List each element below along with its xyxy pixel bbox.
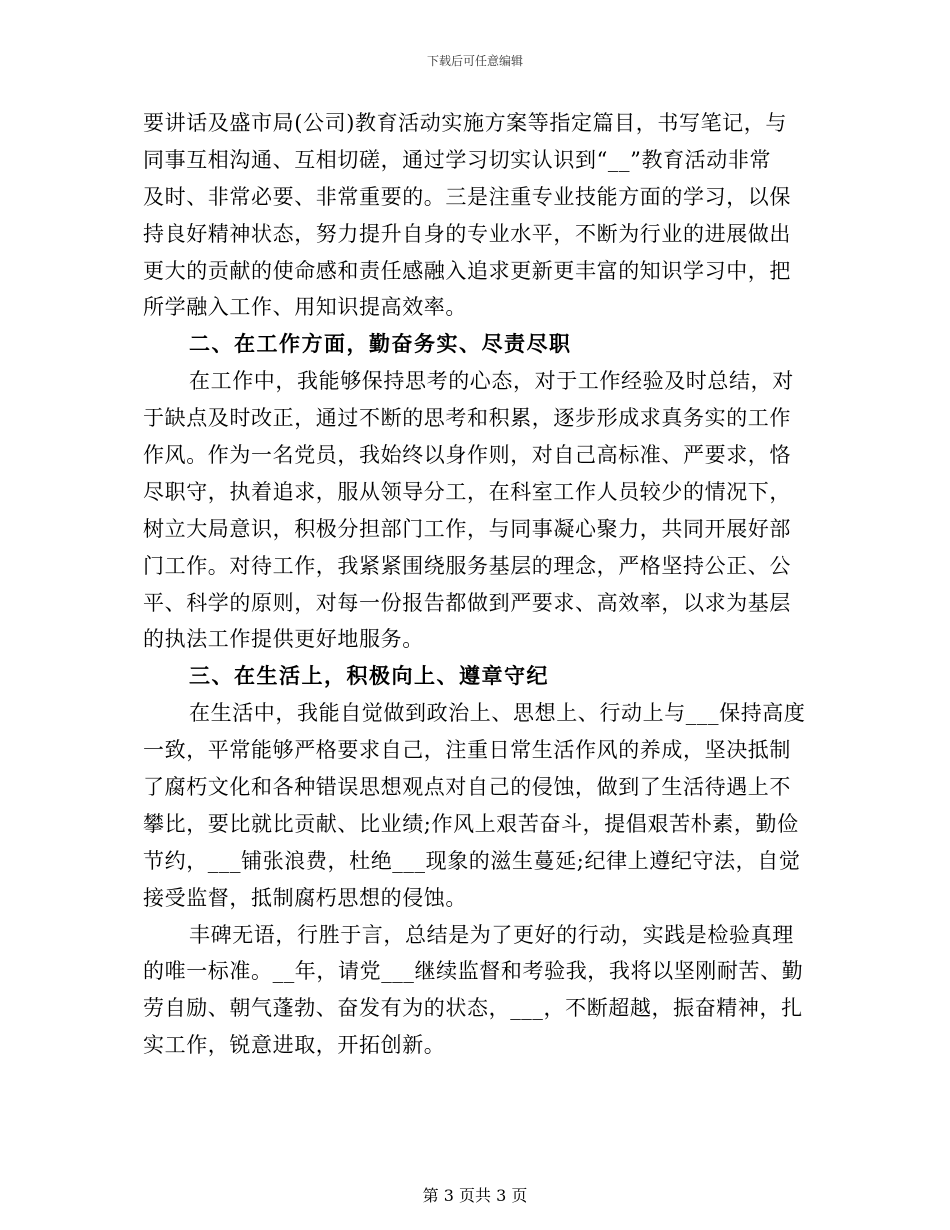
body-line: 一致，平常能够严格要求自己，注重日常生活作风的养成，坚决抵制 xyxy=(143,738,791,763)
body-line: 在生活中，我能自觉做到政治上、思想上、行动上与___保持高度 xyxy=(189,701,806,726)
body-line: 丰碑无语，行胜于言，总结是为了更好的行动，实践是检验真理 xyxy=(189,922,794,947)
body-line: 攀比，要比就比贡献、比业绩;作风上艰苦奋斗，提倡艰苦朴素，勤俭 xyxy=(143,811,799,836)
page-header: 下载后可任意编辑 xyxy=(426,54,523,68)
body-line: 持良好精神状态，努力提升自身的专业水平，不断为行业的进展做出 xyxy=(143,221,791,246)
body-line: 及时、非常必要、非常重要的。三是注重专业技能方面的学习，以保 xyxy=(143,184,791,209)
body-line: 尽职守，执着追求，服从领导分工，在科室工作人员较少的情况下， xyxy=(143,479,791,504)
body-line: 了腐朽文化和各种错误思想观点对自己的侵蚀，做到了生活待遇上不 xyxy=(143,775,791,800)
body-line: 所学融入工作、用知识提高效率。 xyxy=(143,295,467,320)
body-line: 节约，___铺张浪费，杜绝___现象的滋生蔓延;纪律上遵纪守法，自觉 xyxy=(143,848,801,873)
page-footer: 第 3 页共 3 页 xyxy=(422,1186,528,1205)
body-line: 同事互相沟通、互相切磋，通过学习切实认识到“__”教育活动非常 xyxy=(143,147,772,172)
body-line: 门工作。对待工作，我紧紧围绕服务基层的理念，严格坚持公正、公 xyxy=(143,553,791,578)
body-line: 树立大局意识，积极分担部门工作，与同事凝心聚力，共同开展好部 xyxy=(143,516,791,541)
body-line: 平、科学的原则，对每一份报告都做到严要求、高效率，以求为基层 xyxy=(143,590,791,615)
body-line: 劳自励、朝气蓬勃、奋发有为的状态，___，不断超越，振奋精神，扎 xyxy=(143,996,803,1021)
body-line: 要讲话及盛市局(公司)教育活动实施方案等指定篇目，书写笔记，与 xyxy=(143,111,787,135)
body-line: 接受监督，抵制腐朽思想的侵蚀。 xyxy=(143,885,467,910)
body-line: 作风。作为一名党员，我始终以身作则，对自己高标准、严要求，恪 xyxy=(143,443,791,468)
body-line: 的执法工作提供更好地服务。 xyxy=(143,627,424,652)
body-line: 在工作中，我能够保持思考的心态，对于工作经验及时总结，对 xyxy=(189,369,794,394)
document-body xyxy=(143,105,807,1064)
body-line: 于缺点及时改正，通过不断的思考和积累，逐步形成求真务实的工作 xyxy=(143,406,791,431)
body-line: 的唯一标准。__年，请党___继续监督和考验我，我将以坚刚耐苦、勤 xyxy=(143,959,804,984)
body-line: 更大的贡献的使命感和责任感融入追求更新更丰富的知识学习中，把 xyxy=(143,258,791,283)
section-heading: 三、在生活上，积极向上、遵章守纪 xyxy=(189,663,549,689)
section-heading: 二、在工作方面，勤奋务实、尽责尽职 xyxy=(189,331,572,357)
body-line: 实工作，锐意进取，开拓创新。 xyxy=(143,1033,446,1058)
